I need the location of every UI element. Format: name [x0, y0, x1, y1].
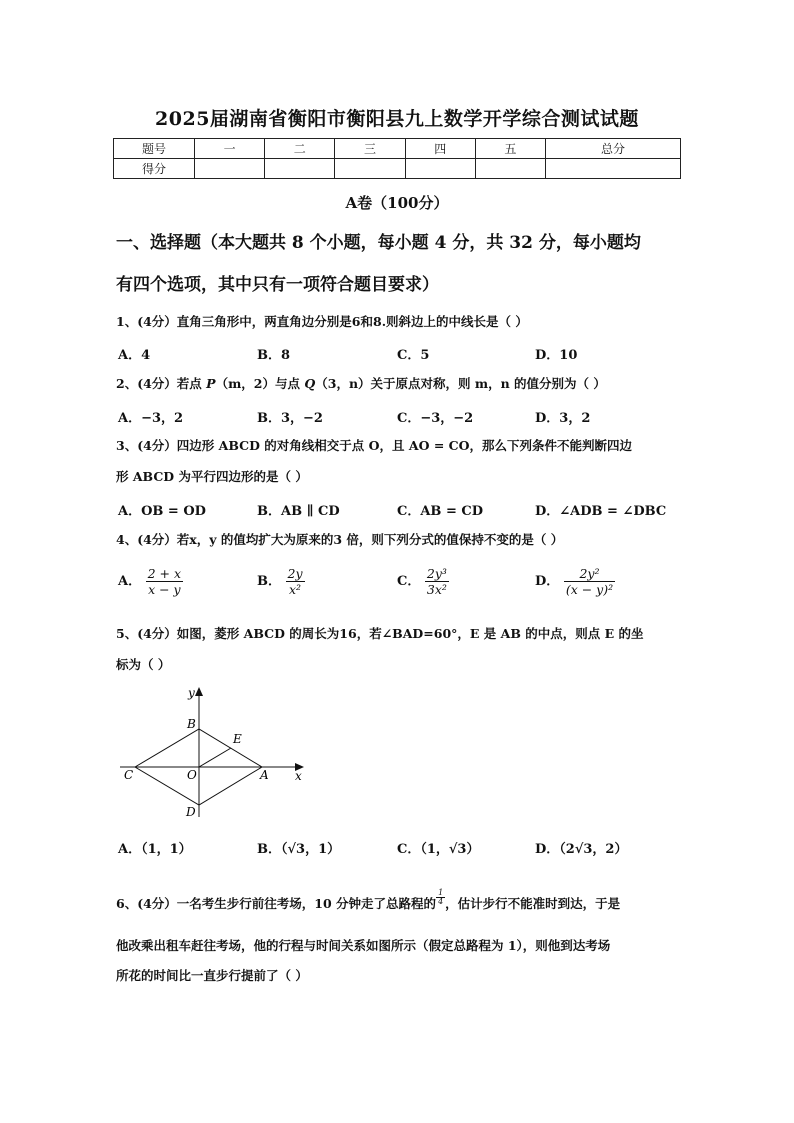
fraction-numerator: 1 [438, 888, 444, 897]
q6-fraction [436, 889, 445, 906]
q1-option-d: D．10 [535, 348, 578, 363]
q1-option-b: B．8 [257, 348, 291, 363]
label-c: C [124, 768, 134, 782]
score-header-cell: 题号 [114, 139, 195, 159]
q1-option-c: C．5 [397, 348, 430, 363]
label-y: y [188, 686, 195, 700]
fraction-denominator: (x − y)² [565, 582, 614, 597]
q3-option-c: C．AB = CD [397, 504, 483, 519]
label-a: A [260, 768, 269, 782]
score-cell [546, 159, 681, 179]
q4-option-c [397, 566, 449, 597]
q5-option-c: C．（1，√3） [397, 842, 480, 857]
fraction-denominator: x − y [148, 582, 181, 597]
q2-point-q: Q [304, 376, 316, 391]
score-header-cell: 五 [475, 139, 545, 159]
y-axis-arrow-icon [195, 687, 203, 696]
score-table [113, 138, 681, 179]
label-o: O [187, 768, 197, 782]
fraction-numerator: 2y [287, 566, 303, 581]
question-5-line2: 标为（ ） [116, 657, 171, 672]
question-5-line1: 5、(4分）如图，菱形 ABCD 的周长为16，若∠BAD=60°，E 是 AB 的中点，则点 E 的坐 [116, 626, 644, 641]
q2-stem-part: （m，2）与点 [215, 376, 305, 391]
q4-option-a [118, 566, 183, 597]
q4-option-label: D． [535, 574, 560, 589]
q2-option-d: D．3，2 [535, 411, 591, 426]
q3-option-a: A．OB = OD [118, 504, 206, 519]
question-3-line2: 形 ABCD 为平行四边形的是（ ） [116, 469, 308, 484]
label-d: D [186, 805, 196, 819]
score-table-score-row [114, 159, 681, 179]
q3-option-d: D．∠ADB = ∠DBC [535, 504, 667, 519]
fraction-numerator: 2y³ [426, 566, 447, 581]
question-6-line1 [116, 889, 682, 913]
q4-fraction-a [146, 566, 183, 597]
label-e: E [233, 732, 242, 746]
question-6-line3: 所花的时间比一直步行提前了（ ） [116, 968, 308, 983]
fraction-numerator: 2 + x [147, 566, 182, 581]
q2-option-b: B．3，−2 [257, 411, 323, 426]
score-header-cell: 总分 [546, 139, 681, 159]
score-header-cell: 二 [265, 139, 335, 159]
q4-fraction-d [564, 566, 615, 597]
q2-point-p: P [206, 376, 216, 391]
q2-option-c: C．−3，−2 [397, 411, 474, 426]
section-a-heading: A卷（100分） [345, 194, 449, 212]
q2-stem-part: 2、(4分）若点 [116, 376, 207, 391]
question-3-line1: 3、(4分）四边形 ABCD 的对角线相交于点 O，且 AO = CO，那么下列条件不能判断四边 [116, 438, 632, 453]
fraction-numerator: 2y² [564, 566, 615, 582]
fraction-denominator: 3x² [426, 582, 447, 597]
question-1-stem: 1、(4分）直角三角形中，两直角边分别是6和8.则斜边上的中线长是（ ） [116, 314, 528, 329]
section1-title-line2: 有四个选项，其中只有一项符合题目要求） [116, 275, 439, 295]
q5-option-b: B．（√3，1） [257, 842, 341, 857]
q5-option-d: D．（2√3，2） [535, 842, 628, 857]
score-cell [405, 159, 475, 179]
q4-option-b [257, 566, 305, 597]
q2-stem-part: （3，n）关于原点对称，则 m，n 的值分别为（ ） [315, 376, 606, 391]
q4-option-label: C． [397, 574, 421, 589]
q3-option-b: B．AB ∥ CD [257, 504, 340, 519]
rhombus-figure [110, 685, 320, 825]
score-cell [335, 159, 405, 179]
question-2-stem [116, 375, 682, 393]
score-header-cell: 一 [195, 139, 265, 159]
q4-option-d [535, 566, 615, 597]
q4-fraction-b [286, 566, 305, 597]
score-header-cell: 四 [405, 139, 475, 159]
exam-title: 2025届湖南省衡阳市衡阳县九上数学开学综合测试试题 [155, 108, 639, 130]
segment-oe [199, 748, 231, 767]
score-row-label: 得分 [114, 159, 195, 179]
score-table-header-row [114, 139, 681, 159]
q1-option-a: A．4 [118, 348, 151, 363]
q6-text: ，估计步行不能准时到达，于是 [445, 896, 621, 911]
section1-title-line1: 一、选择题（本大题共 8 个小题，每小题 4 分，共 32 分，每小题均 [116, 233, 641, 253]
score-cell [265, 159, 335, 179]
q4-fraction-c [425, 566, 449, 597]
q2-option-a: A．−3，2 [118, 411, 184, 426]
fraction-denominator: x² [289, 582, 302, 597]
score-header-cell: 三 [335, 139, 405, 159]
q4-option-label: B． [257, 574, 281, 589]
fraction-denominator: 4 [438, 897, 444, 906]
score-cell [195, 159, 265, 179]
label-x: x [295, 769, 302, 783]
q6-text: 6、(4分）一名考生步行前往考场，10 分钟走了总路程的 [116, 896, 437, 911]
question-4-stem: 4、(4分）若x，y 的值均扩大为原来的3 倍，则下列分式的值保持不变的是（ ） [116, 532, 564, 547]
q5-option-a: A．（1，1） [118, 842, 192, 857]
score-cell [475, 159, 545, 179]
label-b: B [187, 717, 196, 731]
q4-option-label: A． [118, 574, 142, 589]
question-6-line2: 他改乘出租车赶往考场，他的行程与时间关系如图所示（假定总路程为 1），则他到达考场 [116, 938, 611, 953]
